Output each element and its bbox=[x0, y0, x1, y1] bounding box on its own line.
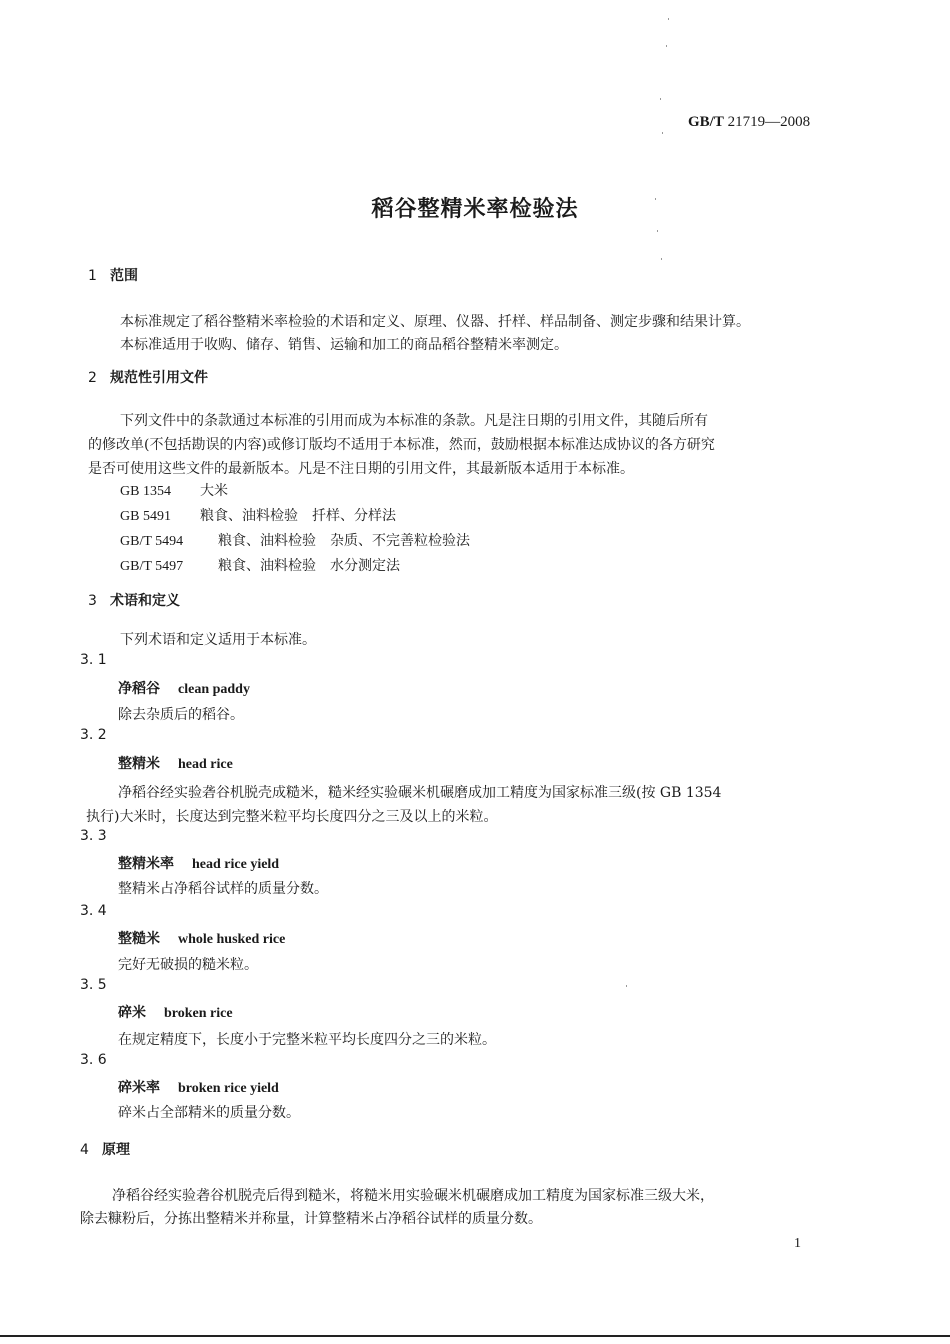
term-heading bbox=[118, 928, 285, 948]
term-definition: 整精米占净稻谷试样的质量分数。 bbox=[118, 881, 328, 897]
term-definition: 净稻谷经实验砻谷机脱壳成糙米，糙米经实验碾米机碾磨成加工精度为国家标准三级(按 GB 1354 bbox=[118, 785, 722, 801]
standard-code-prefix: GB/T bbox=[688, 114, 724, 130]
term-definition: 除去杂质后的稻谷。 bbox=[118, 707, 244, 723]
section-number: 4 bbox=[80, 1142, 89, 1158]
section-number: 3 bbox=[88, 593, 97, 609]
section-title: 术语和定义 bbox=[110, 593, 180, 609]
section-3-heading bbox=[88, 590, 180, 610]
reference-name: 粮食、油料检验 扦样、分样法 bbox=[200, 508, 396, 524]
term-definition: 碎米占全部精米的质量分数。 bbox=[118, 1105, 300, 1121]
reference-item bbox=[120, 480, 228, 500]
paragraph-line: 下列文件中的条款通过本标准的引用而成为本标准的条款。凡是注日期的引用文件，其随后所有 bbox=[120, 413, 708, 429]
term-en: broken rice bbox=[164, 1006, 233, 1021]
term-cn: 净稻谷 bbox=[118, 681, 160, 697]
scan-speck bbox=[657, 230, 658, 232]
subclause-number: 3. 1 bbox=[80, 652, 107, 668]
paragraph: 本标准适用于收购、储存、销售、运输和加工的商品稻谷整精米率测定。 bbox=[120, 337, 568, 353]
document-title: 稻谷整精米率检验法 bbox=[371, 197, 579, 222]
scan-speck bbox=[666, 45, 667, 47]
bottom-border-line bbox=[0, 1335, 950, 1337]
section-number: 2 bbox=[88, 370, 97, 386]
page-number: 1 bbox=[794, 1236, 801, 1251]
section-title: 原理 bbox=[102, 1142, 130, 1158]
term-heading bbox=[118, 1002, 233, 1022]
section-4-heading bbox=[80, 1139, 130, 1159]
scan-speck bbox=[662, 132, 663, 134]
term-heading bbox=[118, 853, 279, 873]
reference-name: 大米 bbox=[200, 483, 228, 499]
term-definition: 完好无破损的糙米粒。 bbox=[118, 957, 258, 973]
reference-code: GB 5491 bbox=[120, 509, 171, 524]
term-en: broken rice yield bbox=[178, 1081, 279, 1096]
section-2-heading bbox=[88, 367, 208, 387]
term-definition: 在规定精度下，长度小于完整米粒平均长度四分之三的米粒。 bbox=[118, 1032, 496, 1048]
term-cn: 整精米 bbox=[118, 756, 160, 772]
term-en: head rice yield bbox=[192, 857, 280, 872]
reference-name: 粮食、油料检验 水分测定法 bbox=[218, 558, 400, 574]
term-en: head rice bbox=[178, 757, 233, 772]
reference-item bbox=[120, 505, 396, 525]
scan-speck bbox=[660, 98, 661, 100]
scan-speck bbox=[626, 985, 627, 987]
term-cn: 碎米 bbox=[118, 1005, 146, 1021]
term-definition: 执行)大米时，长度达到完整米粒平均长度四分之三及以上的米粒。 bbox=[86, 809, 498, 825]
section-title: 范围 bbox=[110, 268, 138, 284]
subclause-number: 3. 5 bbox=[80, 977, 107, 993]
term-heading bbox=[118, 1077, 279, 1097]
standard-code bbox=[688, 114, 810, 131]
subclause-number: 3. 6 bbox=[80, 1052, 107, 1068]
term-heading bbox=[118, 678, 250, 698]
paragraph-line: 是否可使用这些文件的最新版本。凡是不注日期的引用文件，其最新版本适用于本标准。 bbox=[88, 461, 634, 477]
paragraph-line: 净稻谷经实验砻谷机脱壳后得到糙米，将糙米用实验碾米机碾磨成加工精度为国家标准三级大米， bbox=[112, 1188, 714, 1204]
section-1-heading bbox=[88, 265, 138, 285]
reference-code: GB 1354 bbox=[120, 484, 171, 499]
scan-speck bbox=[661, 258, 662, 260]
section-title: 规范性引用文件 bbox=[110, 370, 208, 386]
term-heading bbox=[118, 753, 233, 773]
paragraph-line: 除去糠粉后，分拣出整精米并称量，计算整精米占净稻谷试样的质量分数。 bbox=[80, 1211, 542, 1227]
term-cn: 整精米率 bbox=[118, 856, 174, 872]
reference-item bbox=[120, 555, 400, 575]
paragraph: 下列术语和定义适用于本标准。 bbox=[120, 632, 316, 648]
term-en: clean paddy bbox=[178, 682, 250, 697]
term-en: whole husked rice bbox=[178, 932, 286, 947]
standard-code-number: 21719—2008 bbox=[727, 114, 811, 130]
paragraph-line: 的修改单(不包括勘误的内容)或修订版均不适用于本标准，然而，鼓励根据本标准达成协议的各方研究 bbox=[88, 437, 715, 453]
subclause-number: 3. 2 bbox=[80, 727, 107, 743]
section-number: 1 bbox=[88, 268, 97, 284]
reference-code: GB/T 5494 bbox=[120, 534, 184, 549]
reference-code: GB/T 5497 bbox=[120, 559, 184, 574]
reference-name: 粮食、油料检验 杂质、不完善粒检验法 bbox=[218, 533, 470, 549]
term-cn: 整糙米 bbox=[118, 931, 160, 947]
subclause-number: 3. 4 bbox=[80, 903, 107, 919]
scan-speck bbox=[655, 198, 656, 200]
term-cn: 碎米率 bbox=[118, 1080, 160, 1096]
subclause-number: 3. 3 bbox=[80, 828, 107, 844]
scan-speck bbox=[668, 18, 669, 20]
reference-item bbox=[120, 530, 470, 550]
paragraph: 本标准规定了稻谷整精米率检验的术语和定义、原理、仪器、扦样、样品制备、测定步骤和结果计算。 bbox=[120, 314, 750, 330]
